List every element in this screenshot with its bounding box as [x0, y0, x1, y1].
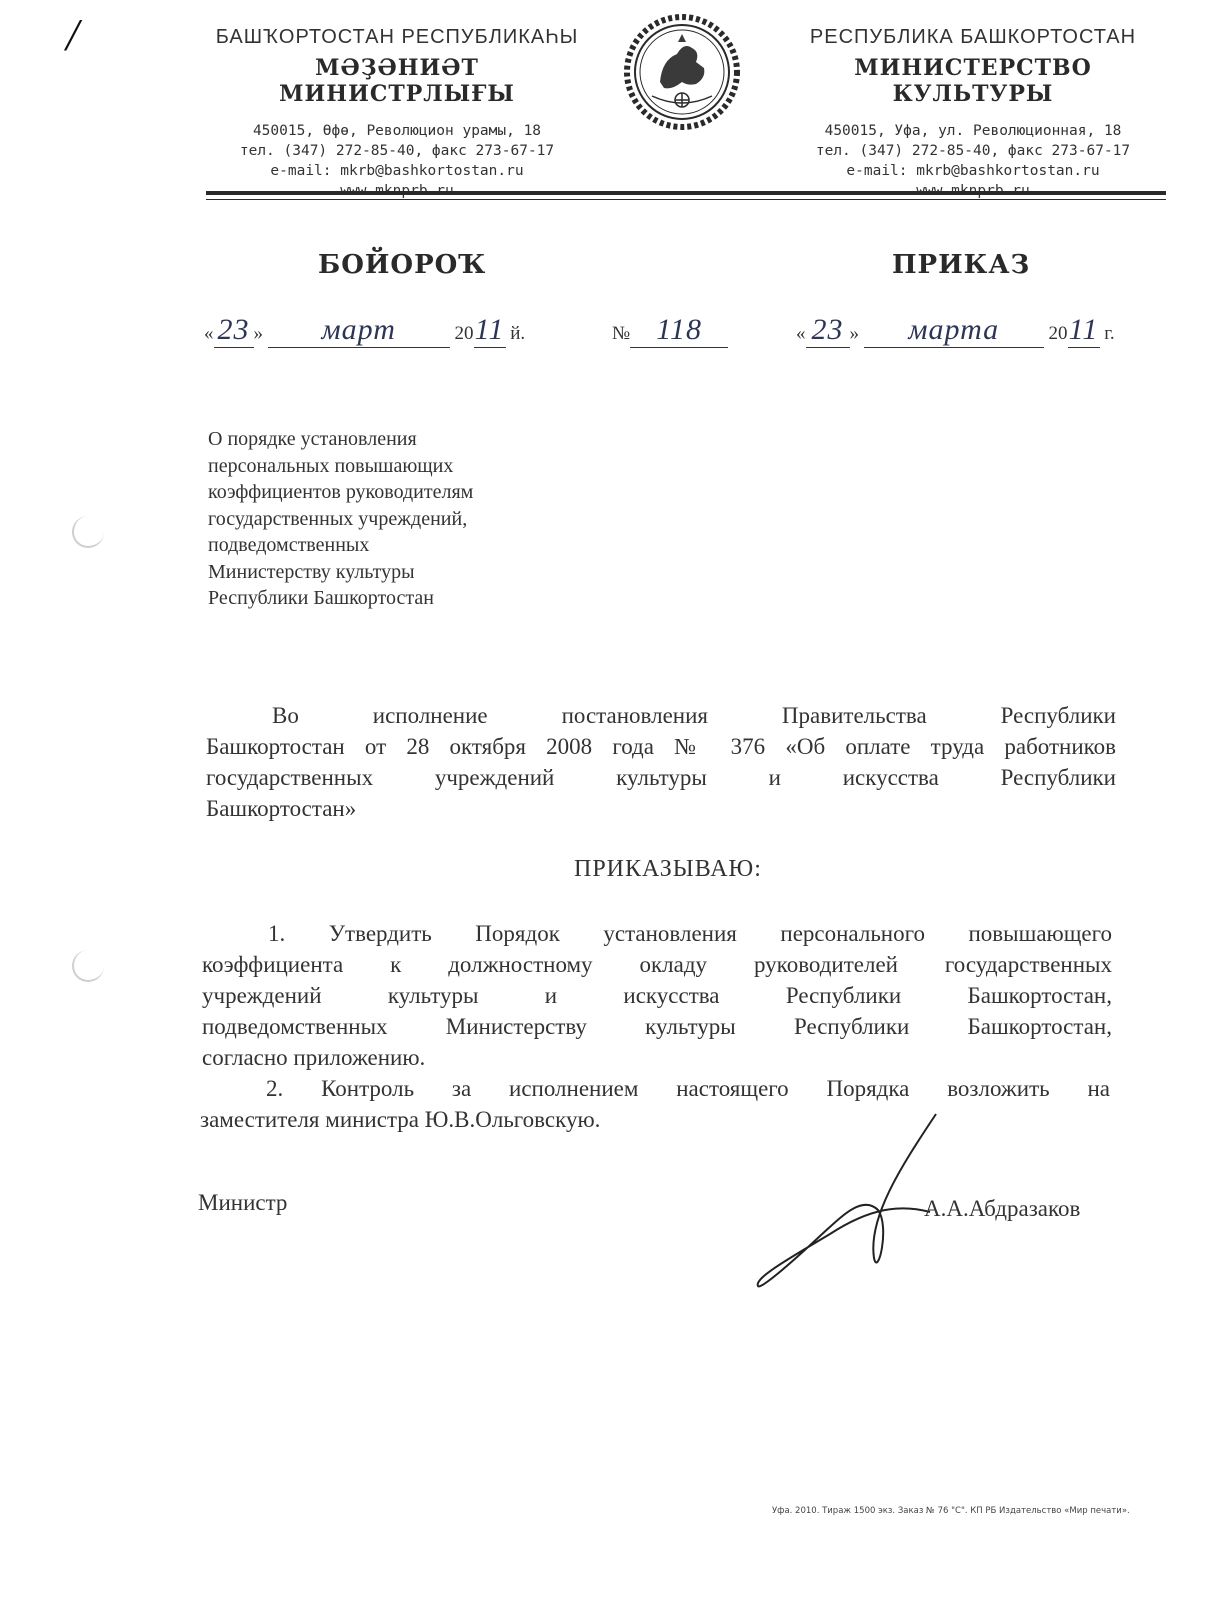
header-left-phone: тел. (347) 272-85-40, факс 273-67-17: [239, 143, 555, 159]
date-right: [796, 313, 1115, 348]
handwritten-signature: [750, 1108, 950, 1298]
subject-line: подведомственных: [208, 534, 370, 556]
date-right-open-quote: «: [796, 323, 806, 344]
signatory-name: А.А.Абдразаков: [924, 1196, 1081, 1221]
order-number-label: №: [612, 323, 631, 344]
item2-line: заместителя министра Ю.В.Ольговскую.: [200, 1107, 601, 1132]
header-rule-thin: [206, 199, 1166, 200]
subject-line: государственных учреждений,: [208, 507, 468, 530]
preamble-line: Башкортостан от 28 октября 2008 года № 376 «Об оплате труда работников: [206, 734, 1116, 759]
date-left-day: 23: [214, 313, 254, 348]
subject-line: персональных повышающих: [208, 454, 454, 477]
order-subject: [208, 426, 473, 612]
order-number-value: 118: [630, 313, 728, 348]
date-right-year-unit: г.: [1104, 323, 1115, 344]
date-right-year-prefix: 20: [1048, 323, 1068, 344]
header-right: [773, 26, 1173, 201]
date-left-year-suffix: 11: [474, 313, 505, 346]
order-number: [612, 313, 728, 348]
subject-line: Министерству культуры: [208, 560, 415, 583]
item1-line: согласно приложению.: [202, 1045, 426, 1070]
item1-line: подведомственных Министерству культуры Республики Башкортостан,: [202, 1014, 1112, 1039]
header-left-ministry: МӘҘӘНИӘТ МИНИСТРЛЫҒЫ: [279, 55, 515, 107]
subject-line: коэффициентов руководителям: [208, 481, 474, 503]
order-item-1: [202, 918, 1112, 1073]
preamble-line: Во исполнение постановления Правительства Республики: [272, 703, 1116, 728]
date-left-year-prefix: 20: [454, 323, 474, 344]
preamble-line: Башкортостан»: [206, 796, 357, 821]
punch-hole-upper: [72, 516, 104, 548]
date-left-month: март: [268, 313, 450, 348]
date-left-year-unit: й.: [510, 323, 526, 344]
punch-hole-lower: [72, 950, 104, 982]
date-right-day: 23: [806, 313, 850, 348]
date-right-year-suffix: 11: [1068, 313, 1099, 346]
item2-line: 2. Контроль за исполнением настоящего Порядка возложить на: [266, 1076, 1110, 1101]
subject-line: Республики Башкортостан: [208, 587, 434, 609]
decree-word: ПРИКАЗЫВАЮ:: [574, 856, 762, 882]
header-left-country: БАШҠОРТОСТАН РЕСПУБЛИКАҺЫ: [215, 26, 579, 48]
order-title-russian: ПРИКАЗ: [892, 250, 1031, 280]
date-right-month: марта: [864, 313, 1044, 348]
header-right-ministry: МИНИСТЕРСТВО КУЛЬТУРЫ: [854, 55, 1092, 107]
print-imprint: Уфа. 2010. Тираж 1500 экз. Заказ № 76 "С". КП РБ Издательство «Мир печати».: [772, 1506, 1130, 1516]
item1-line: коэффициента к должностному окладу руководителей государственных: [202, 952, 1112, 977]
header-right-contacts: [773, 121, 1173, 201]
preamble-line: государственных учреждений культуры и искусства Республики: [206, 765, 1116, 790]
date-right-close-quote: »: [849, 323, 859, 344]
preamble-paragraph: [206, 700, 1116, 824]
header-left: [197, 26, 597, 201]
item1-line: учреждений культуры и искусства Республики Башкортостан,: [202, 983, 1112, 1008]
header-left-email: e-mail: mkrb@bashkortostan.ru: [270, 163, 524, 179]
corner-handwritten-mark: /: [66, 9, 79, 60]
date-left-open-quote: «: [204, 323, 214, 344]
header-left-contacts: [197, 121, 597, 201]
header-right-country: РЕСПУБЛИКА БАШКОРТОСТАН: [809, 26, 1137, 48]
order-title-bashkir: БОЙОРОҠ: [318, 250, 487, 280]
date-left-close-quote: »: [253, 323, 263, 344]
date-left: [204, 313, 525, 348]
coat-of-arms-emblem: [622, 12, 742, 132]
header-left-address: 450015, Өфө, Революцион урамы, 18: [252, 123, 542, 139]
header-rule-thick: [206, 191, 1166, 195]
header-right-phone: тел. (347) 272-85-40, факс 273-67-17: [815, 143, 1131, 159]
signatory-role: Министр: [198, 1190, 288, 1215]
subject-line: О порядке установления: [208, 428, 417, 450]
order-item-2: [200, 1073, 1110, 1135]
header-right-email: e-mail: mkrb@bashkortostan.ru: [846, 163, 1100, 179]
item1-line: 1. Утвердить Порядок установления персонального повышающего: [268, 921, 1112, 946]
header-right-address: 450015, Уфа, ул. Революционная, 18: [824, 123, 1122, 139]
